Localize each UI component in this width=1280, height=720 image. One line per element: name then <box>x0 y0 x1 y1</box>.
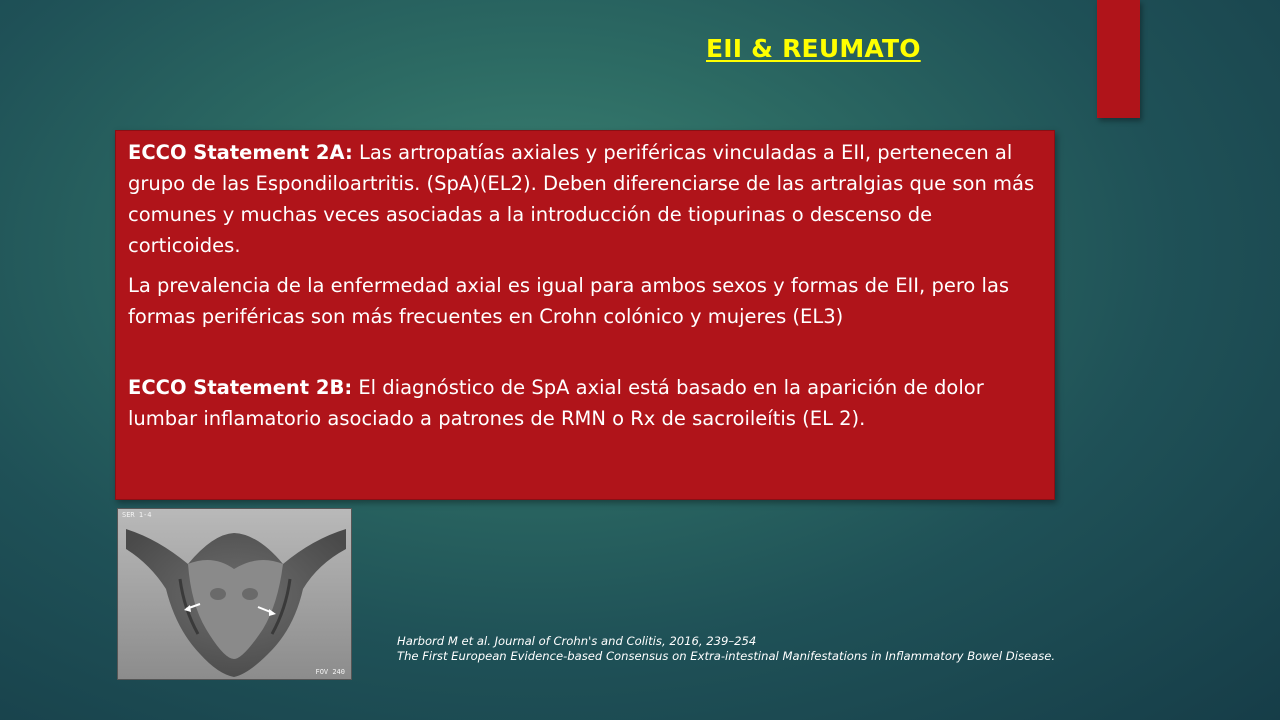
statement-2b-label: ECCO Statement 2B: <box>128 376 353 399</box>
decorative-accent-bar <box>1097 0 1140 118</box>
citation-title: The First European Evidence-based Consensus on Extra-intestinal Manifestations in Inflammatory Bowel Disease. <box>397 649 1056 663</box>
citation <box>397 634 1257 664</box>
statement-2b-text: El diagnóstico de SpA axial está basado en la aparición de dolor lumbar inflamatorio asociado a patrones de RMN o Rx de sacroileítis (EL 2). <box>128 376 984 430</box>
mri-series-label: SER 1-4 <box>122 511 152 519</box>
mri-illustration <box>118 509 351 679</box>
spacer <box>128 332 1044 372</box>
mri-fov-label: FOV 240 <box>315 668 345 676</box>
statement-2a-label: ECCO Statement 2A: <box>128 141 353 164</box>
statement-2a-text: Las artropatías axiales y periféricas vinculadas a EII, pertenecen al grupo de las Espondiloartritis. (SpA)(EL2). Deben diferenciarse de las artralgias que son más comunes y muchas veces asociadas a la introducción de tiopurinas o descenso de corticoides. <box>128 141 1035 257</box>
statements-box <box>115 130 1055 500</box>
statement-2a <box>128 137 1044 261</box>
statement-2b <box>128 372 1044 434</box>
sacroiliac-mri-image <box>117 508 352 680</box>
prevalence-paragraph: La prevalencia de la enfermedad axial es igual para ambos sexos y formas de EII, pero las formas periféricas son más frecuentes en Crohn colónico y mujeres (EL3) <box>128 274 1010 328</box>
slide-title: EII & REUMATO <box>706 34 921 63</box>
citation-reference: Harbord M et al. Journal of Crohn's and Colitis, 2016, 239–254 <box>397 634 757 648</box>
